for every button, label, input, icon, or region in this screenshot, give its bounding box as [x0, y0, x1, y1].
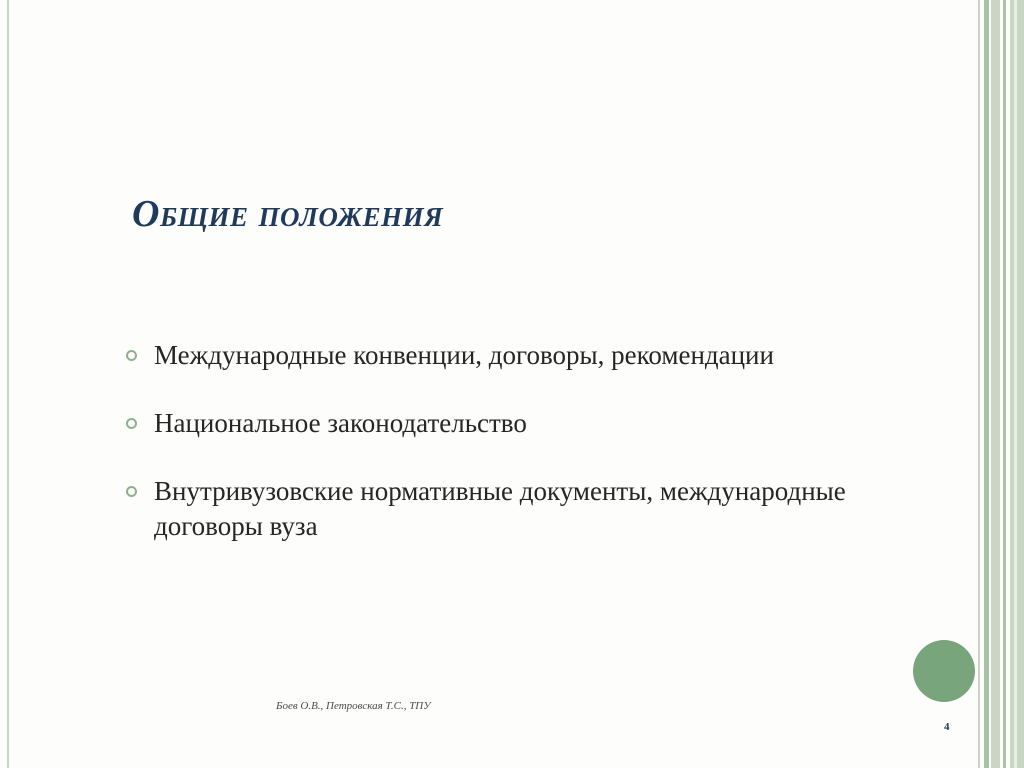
decorative-circle [913, 640, 975, 702]
bullet-item [123, 338, 943, 373]
decorative-stripe [978, 0, 980, 768]
bullet-list [123, 338, 943, 577]
slide-title: Общие положения [132, 193, 444, 235]
bullet-item [123, 406, 943, 441]
decorative-stripe [1014, 0, 1017, 768]
decorative-stripe [1010, 0, 1024, 768]
bullet-text: Внутривузовские нормативные документы, международные договоры вуза [154, 476, 846, 541]
frame-left-line [7, 0, 9, 768]
bullet-text: Международные конвенции, договоры, рекомендации [154, 340, 774, 370]
ring-bullet-icon [126, 350, 137, 361]
footer-authors: Боев О.В., Петровская Т.С., ТПУ [276, 700, 431, 712]
ring-bullet-icon [126, 418, 137, 429]
decorative-stripe [1003, 0, 1006, 768]
bullet-item [123, 474, 943, 544]
decorative-stripe [991, 0, 1000, 768]
ring-bullet-icon [126, 486, 137, 497]
bullet-text: Национальное законодательство [154, 408, 527, 438]
page-number: 4 [944, 721, 950, 733]
decorative-stripe [984, 0, 989, 768]
